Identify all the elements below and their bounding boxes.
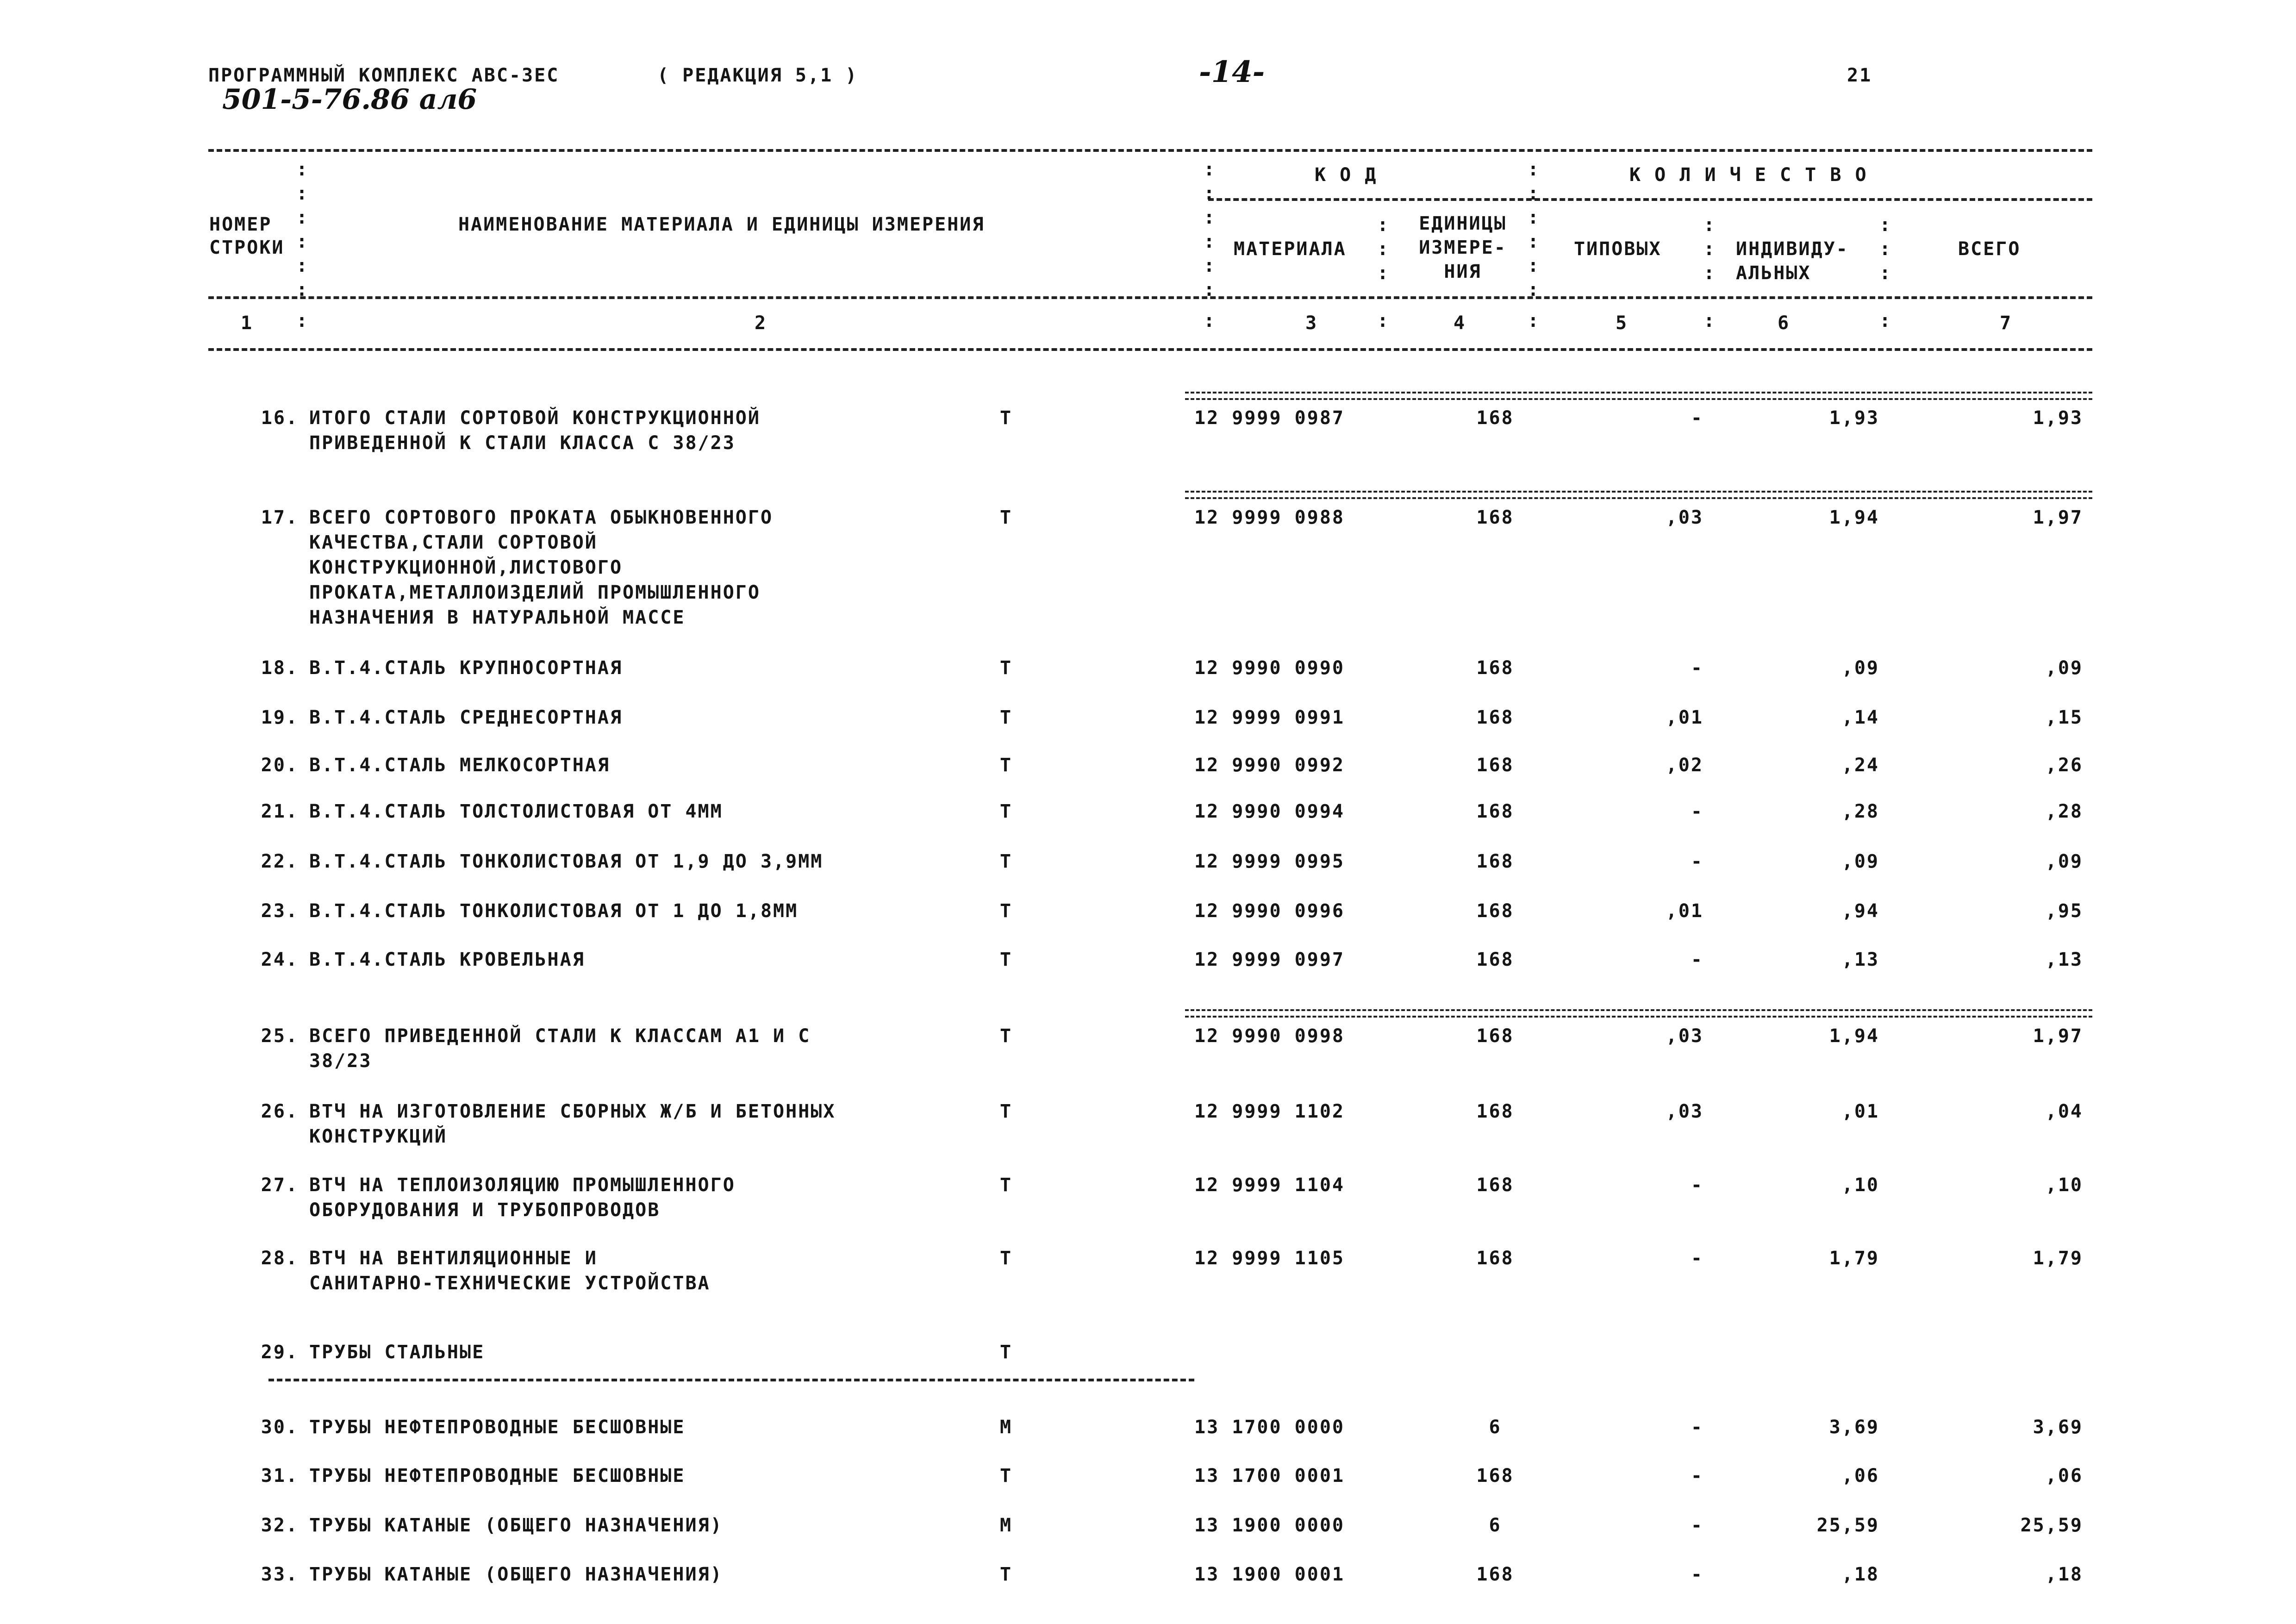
- row-number: 26.: [261, 1101, 299, 1122]
- row-material-code: 13 1900 0001: [1194, 1564, 1345, 1585]
- row-typical-qty: -: [1691, 1248, 1703, 1269]
- row-name-line: 38/23: [309, 1050, 372, 1072]
- row-unit: Т: [1000, 949, 1013, 970]
- page-mark: -14-: [1199, 55, 1265, 89]
- row-material-code: 12 9999 0991: [1194, 707, 1345, 728]
- row-name-line: ТРУБЫ НЕФТЕПРОВОДНЫЕ БЕСШОВНЫЕ: [309, 1465, 686, 1487]
- column-separator: : : : : : :: [1528, 159, 1541, 300]
- row-unit-code: 168: [1476, 900, 1514, 922]
- column-individual-label-1: ИНДИВИДУ-: [1736, 238, 1849, 260]
- row-unit: Т: [1000, 1025, 1013, 1047]
- row-typical-qty: ,02: [1666, 755, 1703, 776]
- row-name-line: ВТЧ НА ТЕПЛОИЗОЛЯЦИЮ ПРОМЫШЛЕННОГО: [309, 1174, 736, 1196]
- row-total-qty: 1,97: [2033, 1025, 2083, 1047]
- row-unit: Т: [1000, 1342, 1013, 1363]
- row-total-qty: ,18: [2045, 1564, 2083, 1585]
- row-total-qty: ,26: [2045, 755, 2083, 776]
- row-unit: Т: [1000, 1101, 1013, 1122]
- row-unit: Т: [1000, 801, 1013, 822]
- column-separator: :: [1528, 310, 1541, 331]
- row-unit: Т: [1000, 1174, 1013, 1196]
- code-group-label: К О Д: [1315, 164, 1378, 186]
- column-unit-label-1: ЕДИНИЦЫ: [1419, 213, 1507, 234]
- column-index-6: 6: [1778, 312, 1791, 334]
- page-number: 21: [1847, 65, 1872, 86]
- row-name-line: ПРОКАТА,МЕТАЛЛОИЗДЕЛИЙ ПРОМЫШЛЕННОГО: [309, 582, 761, 603]
- row-total-qty: ,06: [2045, 1465, 2083, 1487]
- row-unit-code: 168: [1476, 657, 1514, 679]
- row-number: 18.: [261, 657, 299, 679]
- column-unit-label-2: ИЗМЕРЕ-: [1419, 237, 1507, 258]
- row-total-qty: ,09: [2045, 657, 2083, 679]
- column-index-4: 4: [1454, 312, 1466, 334]
- row-name-line: ПРИВЕДЕННОЙ К СТАЛИ КЛАССА С 38/23: [309, 432, 736, 454]
- row-number: 31.: [261, 1465, 299, 1487]
- row-total-qty: ,10: [2045, 1174, 2083, 1196]
- row-name-line: В.Т.4.СТАЛЬ КРУПНОСОРТНАЯ: [309, 657, 623, 679]
- row-total-qty: ,15: [2045, 707, 2083, 728]
- row-material-code: 12 9999 1104: [1194, 1174, 1345, 1196]
- column-unit-label-3: НИЯ: [1444, 261, 1482, 282]
- row-number: 28.: [261, 1248, 299, 1269]
- row-unit: Т: [1000, 1564, 1013, 1585]
- row-total-qty: ,95: [2045, 900, 2083, 922]
- header-group-rule: [1208, 198, 2092, 201]
- row-unit-code: 168: [1476, 949, 1514, 970]
- row-material-code: 12 9999 1102: [1194, 1101, 1345, 1122]
- row-typical-qty: ,03: [1666, 1101, 1703, 1122]
- row-total-qty: 1,97: [2033, 507, 2083, 528]
- row-name-line: ВТЧ НА ИЗГОТОВЛЕНИЕ СБОРНЫХ Ж/Б И БЕТОННЫХ: [309, 1101, 836, 1122]
- row-individual-qty: ,24: [1841, 755, 1879, 776]
- row-name-line: ОБОРУДОВАНИЯ И ТРУБОПРОВОДОВ: [309, 1199, 661, 1221]
- header-top-rule: [208, 149, 2092, 152]
- column-separator: :: [1204, 310, 1217, 331]
- row-name-line: КОНСТРУКЦИОННОЙ,ЛИСТОВОГО: [309, 557, 623, 578]
- summary-double-rule: [1185, 1009, 2092, 1018]
- column-separator: : : :: [1377, 214, 1390, 284]
- row-unit: Т: [1000, 707, 1013, 728]
- row-unit-code: 168: [1476, 801, 1514, 822]
- edition-label: ( РЕДАКЦИЯ 5,1 ): [657, 65, 858, 86]
- row-number: 22.: [261, 851, 299, 872]
- column-name-label: НАИМЕНОВАНИЕ МАТЕРИАЛА И ЕДИНИЦЫ ИЗМЕРЕНИЯ: [458, 214, 985, 235]
- row-unit: Т: [1000, 407, 1013, 429]
- header-mid-rule: [208, 296, 2092, 299]
- row-unit-code: 168: [1476, 1564, 1514, 1585]
- column-individual-label-2: АЛЬНЫХ: [1736, 262, 1811, 284]
- column-index-1: 1: [241, 312, 254, 334]
- column-separator: : : :: [1703, 214, 1716, 284]
- row-individual-qty: 3,69: [1829, 1417, 1879, 1438]
- row-number: 29.: [261, 1342, 299, 1363]
- row-individual-qty: 1,79: [1829, 1248, 1879, 1269]
- column-total-label: ВСЕГО: [1958, 238, 2021, 260]
- summary-double-rule: [1185, 491, 2092, 499]
- row-unit-code: 6: [1489, 1515, 1502, 1536]
- column-index-3: 3: [1305, 312, 1318, 334]
- row-individual-qty: ,09: [1841, 657, 1879, 679]
- row-total-qty: ,28: [2045, 801, 2083, 822]
- row-unit: Т: [1000, 851, 1013, 872]
- row-number: 20.: [261, 755, 299, 776]
- row-unit: М: [1000, 1417, 1013, 1438]
- row-typical-qty: -: [1691, 1174, 1703, 1196]
- row-name-line: ТРУБЫ КАТАНЫЕ (ОБЩЕГО НАЗНАЧЕНИЯ): [309, 1515, 723, 1536]
- row-typical-qty: -: [1691, 1564, 1703, 1585]
- row-name-line: ИТОГО СТАЛИ СОРТОВОЙ КОНСТРУКЦИОННОЙ: [309, 407, 761, 429]
- column-separator: :: [1879, 310, 1892, 331]
- row-typical-qty: ,01: [1666, 900, 1703, 922]
- row-name-line: В.Т.4.СТАЛЬ СРЕДНЕСОРТНАЯ: [309, 707, 623, 728]
- row-total-qty: ,13: [2045, 949, 2083, 970]
- row-material-code: 12 9990 0994: [1194, 801, 1345, 822]
- row-unit: Т: [1000, 1248, 1013, 1269]
- row-unit-code: 168: [1476, 755, 1514, 776]
- row-unit-code: 6: [1489, 1417, 1502, 1438]
- row-individual-qty: 1,94: [1829, 1025, 1879, 1047]
- column-separator: : : : : : :: [296, 159, 309, 300]
- row-number: 19.: [261, 707, 299, 728]
- column-separator: : : : : : :: [1204, 159, 1217, 300]
- row-individual-qty: ,10: [1841, 1174, 1879, 1196]
- section-underline: [268, 1379, 1194, 1381]
- row-number: 16.: [261, 407, 299, 429]
- row-name-line: КОНСТРУКЦИЙ: [309, 1126, 447, 1147]
- header-bottom-rule: [208, 348, 2092, 351]
- row-unit: Т: [1000, 1465, 1013, 1487]
- row-total-qty: ,04: [2045, 1101, 2083, 1122]
- row-individual-qty: ,13: [1841, 949, 1879, 970]
- row-name-line: ТРУБЫ НЕФТЕПРОВОДНЫЕ БЕСШОВНЫЕ: [309, 1417, 686, 1438]
- row-material-code: 12 9999 1105: [1194, 1248, 1345, 1269]
- row-typical-qty: -: [1691, 1417, 1703, 1438]
- row-unit-code: 168: [1476, 1465, 1514, 1487]
- row-typical-qty: ,03: [1666, 507, 1703, 528]
- row-number: 23.: [261, 900, 299, 922]
- row-unit-code: 168: [1476, 1101, 1514, 1122]
- row-name-line: ВТЧ НА ВЕНТИЛЯЦИОННЫЕ И: [309, 1248, 598, 1269]
- row-number: 17.: [261, 507, 299, 528]
- row-name-line: В.Т.4.СТАЛЬ ТОНКОЛИСТОВАЯ ОТ 1 ДО 1,8ММ: [309, 900, 799, 922]
- row-number: 30.: [261, 1417, 299, 1438]
- row-name-line: САНИТАРНО-ТЕХНИЧЕСКИЕ УСТРОЙСТВА: [309, 1273, 711, 1294]
- row-material-code: 12 9999 0987: [1194, 407, 1345, 429]
- row-individual-qty: ,01: [1841, 1101, 1879, 1122]
- column-number-label-1: НОМЕР: [209, 214, 272, 235]
- row-name-line: ТРУБЫ СТАЛЬНЫЕ: [309, 1342, 485, 1363]
- column-index-7: 7: [2000, 312, 2013, 334]
- row-name-line: В.Т.4.СТАЛЬ ТОЛСТОЛИСТОВАЯ ОТ 4ММ: [309, 801, 723, 822]
- row-individual-qty: 25,59: [1816, 1515, 1879, 1536]
- row-material-code: 12 9999 0988: [1194, 507, 1345, 528]
- row-unit-code: 168: [1476, 407, 1514, 429]
- row-individual-qty: 1,94: [1829, 507, 1879, 528]
- row-unit-code: 168: [1476, 1025, 1514, 1047]
- column-separator: :: [1703, 310, 1716, 331]
- row-number: 27.: [261, 1174, 299, 1196]
- column-number-label-2: СТРОКИ: [209, 237, 285, 258]
- row-unit: Т: [1000, 657, 1013, 679]
- row-total-qty: 1,79: [2033, 1248, 2083, 1269]
- row-material-code: 13 1900 0000: [1194, 1515, 1345, 1536]
- row-individual-qty: ,28: [1841, 801, 1879, 822]
- row-typical-qty: -: [1691, 851, 1703, 872]
- row-typical-qty: -: [1691, 949, 1703, 970]
- row-name-line: В.Т.4.СТАЛЬ МЕЛКОСОРТНАЯ: [309, 755, 610, 776]
- row-typical-qty: -: [1691, 407, 1703, 429]
- column-separator: :: [1377, 310, 1390, 331]
- row-individual-qty: ,18: [1841, 1564, 1879, 1585]
- row-material-code: 12 9990 0996: [1194, 900, 1345, 922]
- column-index-5: 5: [1616, 312, 1628, 334]
- row-typical-qty: -: [1691, 801, 1703, 822]
- row-number: 25.: [261, 1025, 299, 1047]
- row-unit-code: 168: [1476, 507, 1514, 528]
- row-individual-qty: ,94: [1841, 900, 1879, 922]
- row-number: 33.: [261, 1564, 299, 1585]
- row-name-line: В.Т.4.СТАЛЬ КРОВЕЛЬНАЯ: [309, 949, 585, 970]
- row-material-code: 12 9999 0997: [1194, 949, 1345, 970]
- row-individual-qty: ,09: [1841, 851, 1879, 872]
- row-typical-qty: ,03: [1666, 1025, 1703, 1047]
- row-total-qty: 1,93: [2033, 407, 2083, 429]
- row-total-qty: 25,59: [2020, 1515, 2083, 1536]
- column-material-label: МАТЕРИАЛА: [1234, 238, 1347, 260]
- row-total-qty: 3,69: [2033, 1417, 2083, 1438]
- row-name-line: КАЧЕСТВА,СТАЛИ СОРТОВОЙ: [309, 532, 598, 553]
- row-material-code: 12 9990 0992: [1194, 755, 1345, 776]
- row-material-code: 12 9990 0998: [1194, 1025, 1345, 1047]
- quantity-group-label: К О Л И Ч Е С Т В О: [1629, 164, 1868, 186]
- column-separator: : : :: [1879, 214, 1892, 284]
- row-unit: Т: [1000, 507, 1013, 528]
- summary-double-rule: [1185, 392, 2092, 400]
- row-typical-qty: -: [1691, 1465, 1703, 1487]
- row-typical-qty: -: [1691, 1515, 1703, 1536]
- column-index-2: 2: [755, 312, 767, 334]
- row-unit-code: 168: [1476, 1248, 1514, 1269]
- row-number: 21.: [261, 801, 299, 822]
- row-material-code: 12 9990 0990: [1194, 657, 1345, 679]
- row-individual-qty: 1,93: [1829, 407, 1879, 429]
- row-material-code: 13 1700 0000: [1194, 1417, 1345, 1438]
- row-number: 24.: [261, 949, 299, 970]
- row-individual-qty: ,14: [1841, 707, 1879, 728]
- row-unit-code: 168: [1476, 707, 1514, 728]
- row-number: 32.: [261, 1515, 299, 1536]
- row-name-line: ТРУБЫ КАТАНЫЕ (ОБЩЕГО НАЗНАЧЕНИЯ): [309, 1564, 723, 1585]
- row-unit-code: 168: [1476, 1174, 1514, 1196]
- row-total-qty: ,09: [2045, 851, 2083, 872]
- row-material-code: 13 1700 0001: [1194, 1465, 1345, 1487]
- program-title: ПРОГРАММНЫЙ КОМПЛЕКС АВС-ЗЕС: [208, 65, 560, 86]
- row-typical-qty: -: [1691, 657, 1703, 679]
- row-unit: Т: [1000, 900, 1013, 922]
- row-name-line: НАЗНАЧЕНИЯ В НАТУРАЛЬНОЙ МАССЕ: [309, 607, 686, 628]
- row-name-line: В.Т.4.СТАЛЬ ТОНКОЛИСТОВАЯ ОТ 1,9 ДО 3,9ММ: [309, 851, 824, 872]
- column-separator: :: [296, 310, 309, 331]
- column-typical-label: ТИПОВЫХ: [1574, 238, 1662, 260]
- row-unit: М: [1000, 1515, 1013, 1536]
- row-typical-qty: ,01: [1666, 707, 1703, 728]
- document-code: 501-5-76.86 ал6: [222, 83, 477, 116]
- row-unit: Т: [1000, 755, 1013, 776]
- row-unit-code: 168: [1476, 851, 1514, 872]
- row-name-line: ВСЕГО СОРТОВОГО ПРОКАТА ОБЫКНОВЕННОГО: [309, 507, 774, 528]
- row-individual-qty: ,06: [1841, 1465, 1879, 1487]
- row-name-line: ВСЕГО ПРИВЕДЕННОЙ СТАЛИ К КЛАССАМ А1 И С: [309, 1025, 811, 1047]
- row-material-code: 12 9999 0995: [1194, 851, 1345, 872]
